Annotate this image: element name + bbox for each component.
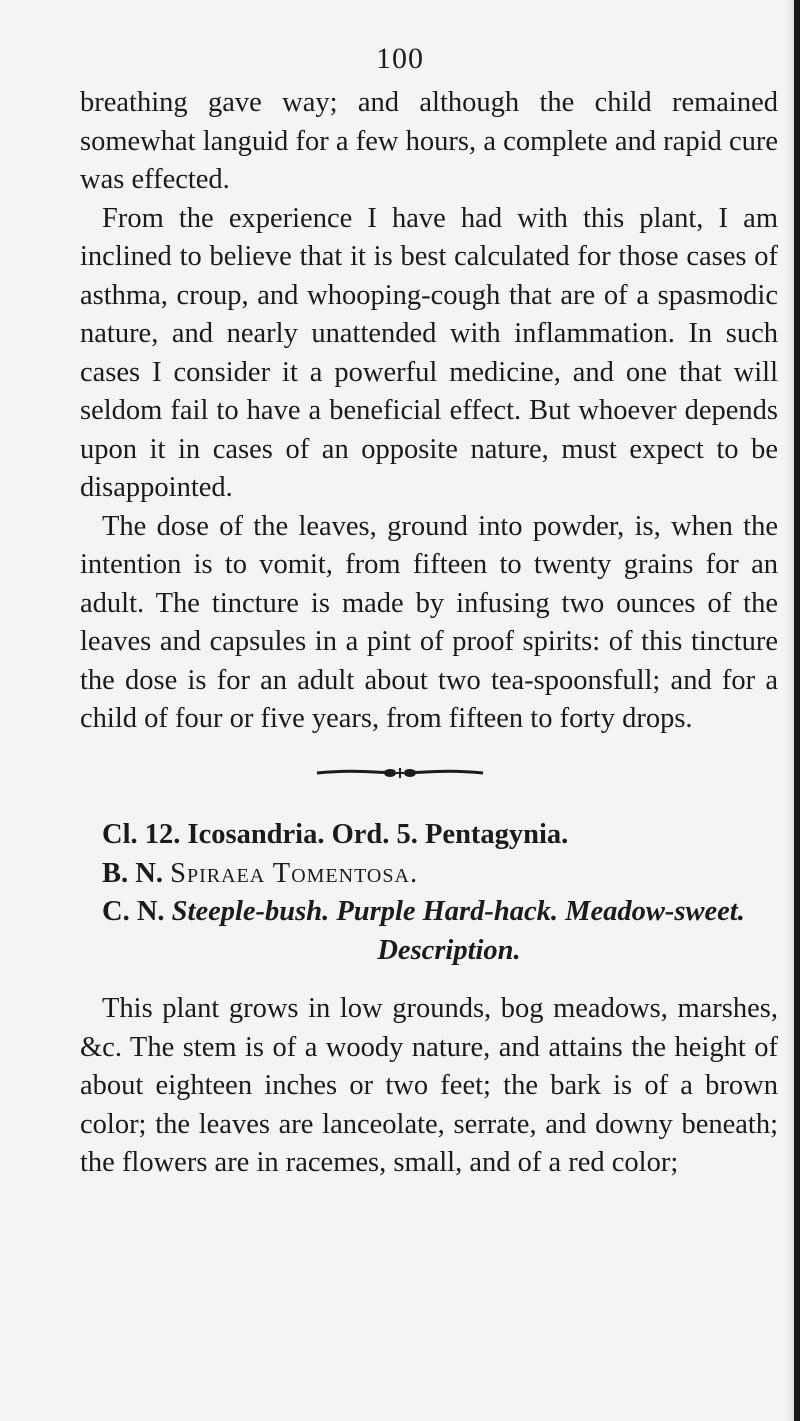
ornament-divider: [315, 766, 485, 780]
common-names-line: [80, 893, 778, 932]
description-heading: Description.: [377, 934, 521, 966]
class-order-text: Cl. 12. Icosandria. Ord. 5. Pentagynia.: [102, 819, 569, 850]
lower-text-block: [80, 816, 778, 1183]
page-edge: [794, 0, 800, 1421]
botanical-name-line: [80, 855, 778, 894]
common-names: Steeple-bush. Purple Hard-hack. Meadow-sweet.: [171, 896, 745, 927]
botanical-name-prefix: B. N.: [102, 857, 163, 889]
botanical-name: Spiraea Tomentosa.: [170, 857, 419, 889]
page-number: 100: [376, 42, 424, 75]
paragraph-description: This plant grows in low grounds, bog meadows, marshes, &c. The stem is of a woody nature, and attains the height of about eighteen inches or two feet; the bark is of a brown color; the leaves are lanceolate, serrate, and downy beneath; the flowers are in racemes, small, and of a red color;: [80, 993, 778, 1178]
class-order-line: [80, 816, 778, 855]
common-names-prefix: C. N.: [102, 896, 165, 927]
paragraph-experience: From the experience I have had with this plant, I am inclined to believe that it is best calculated for those cases of asthma, croup, and whooping-cough that are of a spasmodic nature, and nearly unattended with inflammation. In such cases I consider it a powerful medicine, and one that will seldom fail to have a beneficial effect. But whoever depends upon it in cases of an opposite nature, must expect to be disappointed.: [80, 202, 778, 503]
upper-text-block: [80, 84, 778, 739]
paragraph-dose: The dose of the leaves, ground into powder, is, when the intention is to vomit, from fifteen to twenty grains for an adult. The tincture is made by infusing two ounces of the leaves and capsules in a pint of proof spirits: of this tincture the dose is for an adult about two tea-spoonsfull; and for a child of four or five years, from fifteen to forty drops.: [80, 510, 778, 734]
page-edge-shadow: [784, 0, 794, 1421]
paragraph-cure: breathing gave way; and although the child remained somewhat languid for a few hours, a complete and rapid cure was effected.: [80, 87, 778, 195]
